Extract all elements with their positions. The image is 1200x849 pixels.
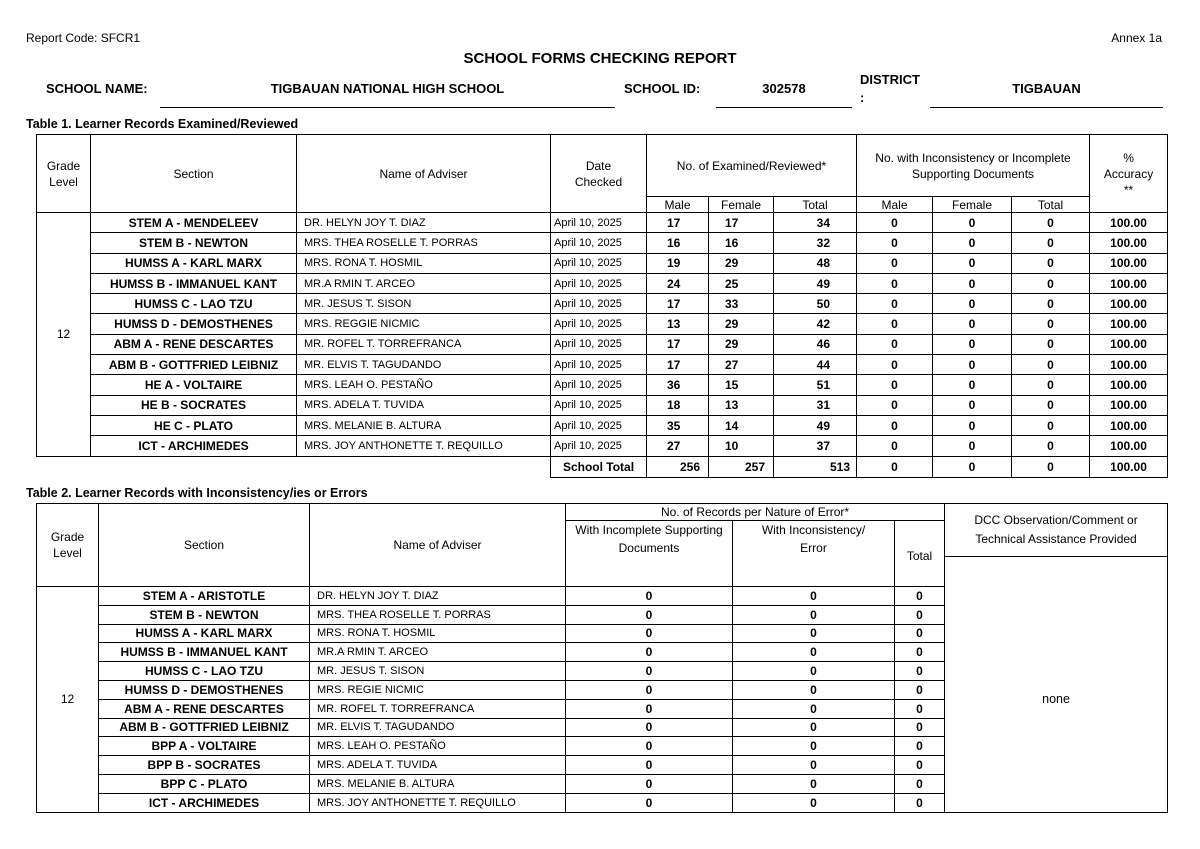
table-row [37,314,1168,334]
t1-total: 37 [774,436,857,456]
t1-i-female: 0 [933,415,1012,435]
t2-inconsistency: 0 [733,605,895,624]
t2-inconsistency: 0 [733,662,895,681]
t1-i-total: 0 [1012,314,1090,334]
t1-date: April 10, 2025 [551,436,647,456]
t1-grade-cell: 12 [37,213,91,457]
t1-male: 17 [647,355,709,375]
t2-inconsistency: 0 [733,756,895,775]
t1-i-female: 0 [933,355,1012,375]
school-total-i-male: 0 [857,456,933,477]
t1-date: April 10, 2025 [551,314,647,334]
school-name-underline [160,107,615,108]
t2-section: STEM B - NEWTON [99,605,310,624]
t2-inconsistency: 0 [733,587,895,606]
t1-section: HE B - SOCRATES [91,395,297,415]
t1-total: 46 [774,334,857,354]
table-row [37,213,1168,233]
t1-female: 13 [709,395,774,415]
t2-section: ICT - ARCHIMEDES [99,793,310,812]
t2-header-inconsistency: With Inconsistency/ Error [733,521,895,587]
t2-section: BPP B - SOCRATES [99,756,310,775]
t1-accuracy: 100.00 [1090,415,1168,435]
t2-incomplete: 0 [566,793,733,812]
t1-section: HE A - VOLTAIRE [91,375,297,395]
t1-date: April 10, 2025 [551,213,647,233]
t2-adviser: MRS. LEAH O. PESTAÑO [310,737,566,756]
t1-header-section: Section [91,135,297,213]
t1-section: HUMSS C - LAO TZU [91,294,297,314]
t1-male: 17 [647,294,709,314]
t1-section: HE C - PLATO [91,415,297,435]
t2-section: BPP A - VOLTAIRE [99,737,310,756]
t2-inconsistency: 0 [733,718,895,737]
t1-header-i-female: Female [933,197,1012,213]
annex-label: Annex 1a [1111,31,1162,45]
t2-section: ABM B - GOTTFRIED LEIBNIZ [99,718,310,737]
t1-i-male: 0 [857,355,933,375]
t1-i-male: 0 [857,436,933,456]
school-name-value: TIGBAUAN NATIONAL HIGH SCHOOL [270,81,505,96]
t1-i-total: 0 [1012,436,1090,456]
table-row [37,395,1168,415]
t1-date: April 10, 2025 [551,294,647,314]
table-row [37,436,1168,456]
t2-adviser: MR. ELVIS T. TAGUDANDO [310,718,566,737]
district-value: TIGBAUAN [1012,81,1081,96]
t2-inconsistency: 0 [733,699,895,718]
t1-date: April 10, 2025 [551,355,647,375]
school-id-underline [716,107,852,108]
t1-i-total: 0 [1012,334,1090,354]
t1-header-female: Female [709,197,774,213]
table-row [37,415,1168,435]
t1-total: 49 [774,273,857,293]
t1-adviser: DR. HELYN JOY T. DIAZ [297,213,551,233]
table-row [37,334,1168,354]
t1-header-i-total: Total [1012,197,1090,213]
t1-accuracy: 100.00 [1090,294,1168,314]
t2-inconsistency: 0 [733,643,895,662]
t2-inconsistency: 0 [733,680,895,699]
school-total-i-total: 0 [1012,456,1090,477]
t1-i-total: 0 [1012,233,1090,253]
t1-accuracy: 100.00 [1090,314,1168,334]
t2-section: HUMSS B - IMMANUEL KANT [99,643,310,662]
t2-adviser: MR. ROFEL T. TORREFRANCA [310,699,566,718]
t2-section: HUMSS D - DEMOSTHENES [99,680,310,699]
t1-i-male: 0 [857,213,933,233]
t1-female: 14 [709,415,774,435]
t1-accuracy: 100.00 [1090,375,1168,395]
t1-date: April 10, 2025 [551,375,647,395]
t1-female: 17 [709,213,774,233]
t1-female: 29 [709,314,774,334]
t2-adviser: DR. HELYN JOY T. DIAZ [310,587,566,606]
t1-section: HUMSS A - KARL MARX [91,253,297,273]
table2-caption: Table 2. Learner Records with Inconsistency/ies or Errors [26,486,368,500]
t1-section: HUMSS B - IMMANUEL KANT [91,273,297,293]
t1-header-examined: No. of Examined/Reviewed* [647,135,857,197]
t1-i-male: 0 [857,334,933,354]
t2-header-records-nature: No. of Records per Nature of Error* [566,504,945,521]
dcc-comment: none [945,587,1168,813]
t1-header-inconsistency: No. with Inconsistency or Incomplete Supporting Documents [857,135,1090,197]
t1-male: 19 [647,253,709,273]
t1-date: April 10, 2025 [551,273,647,293]
t1-date: April 10, 2025 [551,415,647,435]
t1-adviser: MR. JESUS T. SISON [297,294,551,314]
t1-male: 17 [647,213,709,233]
t1-i-male: 0 [857,233,933,253]
t2-header-adviser: Name of Adviser [310,504,566,587]
t1-accuracy: 100.00 [1090,233,1168,253]
t1-accuracy: 100.00 [1090,213,1168,233]
t2-section: ABM A - RENE DESCARTES [99,699,310,718]
t1-i-female: 0 [933,273,1012,293]
school-total-total: 513 [774,456,857,477]
t2-incomplete: 0 [566,624,733,643]
table-row [37,253,1168,273]
t1-adviser: MRS. MELANIE B. ALTURA [297,415,551,435]
t1-i-male: 0 [857,253,933,273]
t2-adviser: MRS. MELANIE B. ALTURA [310,774,566,793]
table2 [36,503,1168,813]
t2-incomplete: 0 [566,774,733,793]
t2-adviser: MR. JESUS T. SISON [310,662,566,681]
t2-total: 0 [895,662,945,681]
t1-total: 50 [774,294,857,314]
t1-i-female: 0 [933,294,1012,314]
table-row [37,587,1168,606]
t1-i-male: 0 [857,314,933,334]
t1-date: April 10, 2025 [551,395,647,415]
school-total-i-female: 0 [933,456,1012,477]
t1-section: ABM A - RENE DESCARTES [91,334,297,354]
t1-i-female: 0 [933,213,1012,233]
t1-total: 51 [774,375,857,395]
t2-adviser: MR.A RMIN T. ARCEO [310,643,566,662]
t1-header-adviser: Name of Adviser [297,135,551,213]
t1-i-total: 0 [1012,355,1090,375]
t1-section: ICT - ARCHIMEDES [91,436,297,456]
t1-male: 13 [647,314,709,334]
t2-incomplete: 0 [566,605,733,624]
t2-section: STEM A - ARISTOTLE [99,587,310,606]
t1-accuracy: 100.00 [1090,355,1168,375]
t1-i-female: 0 [933,436,1012,456]
t2-header-section: Section [99,504,310,587]
t1-header-total: Total [774,197,857,213]
t1-adviser: MR. ELVIS T. TAGUDANDO [297,355,551,375]
t1-accuracy: 100.00 [1090,273,1168,293]
t1-adviser: MR.A RMIN T. ARCEO [297,273,551,293]
t1-i-total: 0 [1012,375,1090,395]
t1-total: 44 [774,355,857,375]
t2-total: 0 [895,587,945,606]
t1-i-female: 0 [933,334,1012,354]
t1-female: 29 [709,253,774,273]
t2-section: BPP C - PLATO [99,774,310,793]
t2-incomplete: 0 [566,643,733,662]
t1-female: 15 [709,375,774,395]
t1-section: ABM B - GOTTFRIED LEIBNIZ [91,355,297,375]
t2-incomplete: 0 [566,680,733,699]
school-total-row [37,456,1168,477]
school-name-label: SCHOOL NAME: [46,81,148,96]
table-row [37,355,1168,375]
t2-header-grade-level: Grade Level [37,504,99,587]
t1-adviser: MRS. JOY ANTHONETTE T. REQUILLO [297,436,551,456]
t1-section: STEM A - MENDELEEV [91,213,297,233]
t1-total: 32 [774,233,857,253]
t1-i-total: 0 [1012,294,1090,314]
t2-incomplete: 0 [566,756,733,775]
t1-section: STEM B - NEWTON [91,233,297,253]
table-row [37,233,1168,253]
t2-adviser: MRS. JOY ANTHONETTE T. REQUILLO [310,793,566,812]
t2-dcc-spacer [945,557,1168,587]
t2-adviser: MRS. ADELA T. TUVIDA [310,756,566,775]
t1-i-male: 0 [857,395,933,415]
t1-header-accuracy: % Accuracy ** [1090,135,1168,213]
t1-total: 42 [774,314,857,334]
t1-female: 10 [709,436,774,456]
table-row [37,294,1168,314]
t1-accuracy: 100.00 [1090,436,1168,456]
t1-total-blank [91,456,297,477]
t2-total: 0 [895,793,945,812]
t1-accuracy: 100.00 [1090,395,1168,415]
t2-inconsistency: 0 [733,793,895,812]
t2-adviser: MRS. RONA T. HOSMIL [310,624,566,643]
t1-adviser: MRS. ADELA T. TUVIDA [297,395,551,415]
t2-header-total: Total [895,521,945,587]
t2-section: HUMSS C - LAO TZU [99,662,310,681]
t1-section: HUMSS D - DEMOSTHENES [91,314,297,334]
t1-accuracy: 100.00 [1090,334,1168,354]
t1-header-grade-level: Grade Level [37,135,91,213]
t1-adviser: MRS. REGGIE NICMIC [297,314,551,334]
t2-total: 0 [895,718,945,737]
t1-female: 29 [709,334,774,354]
school-total-female: 257 [709,456,774,477]
t1-total: 34 [774,213,857,233]
t1-header-i-male: Male [857,197,933,213]
t2-incomplete: 0 [566,587,733,606]
t1-i-total: 0 [1012,395,1090,415]
t1-header-male: Male [647,197,709,213]
district-underline [930,107,1163,108]
t2-grade-cell: 12 [37,587,99,813]
t2-total: 0 [895,624,945,643]
t1-i-male: 0 [857,375,933,395]
t1-i-female: 0 [933,253,1012,273]
school-id-label: SCHOOL ID: [624,81,701,96]
t2-total: 0 [895,756,945,775]
t1-header-date-checked: Date Checked [551,135,647,213]
t1-male: 16 [647,233,709,253]
t2-inconsistency: 0 [733,624,895,643]
t1-male: 35 [647,415,709,435]
t1-accuracy: 100.00 [1090,253,1168,273]
t2-incomplete: 0 [566,662,733,681]
t1-i-male: 0 [857,273,933,293]
school-total-male: 256 [647,456,709,477]
table-row [37,375,1168,395]
t2-adviser: MRS. REGIE NICMIC [310,680,566,699]
t1-total-blank [37,456,91,477]
t1-i-female: 0 [933,375,1012,395]
report-code: Report Code: SFCR1 [26,31,141,45]
t1-i-female: 0 [933,395,1012,415]
t2-inconsistency: 0 [733,737,895,756]
t1-male: 18 [647,395,709,415]
t1-i-total: 0 [1012,415,1090,435]
t1-male: 17 [647,334,709,354]
t2-total: 0 [895,605,945,624]
t1-total-blank [297,456,551,477]
t1-i-male: 0 [857,294,933,314]
t1-adviser: MRS. RONA T. HOSMIL [297,253,551,273]
t1-i-total: 0 [1012,273,1090,293]
t2-total: 0 [895,699,945,718]
t1-male: 36 [647,375,709,395]
t1-adviser: MR. ROFEL T. TORREFRANCA [297,334,551,354]
t2-total: 0 [895,643,945,662]
t2-incomplete: 0 [566,737,733,756]
table-row [37,273,1168,293]
t1-adviser: MRS. LEAH O. PESTAÑO [297,375,551,395]
t1-i-female: 0 [933,314,1012,334]
school-id-value: 302578 [762,81,806,96]
school-total-accuracy: 100.00 [1090,456,1168,477]
t2-header-incomplete: With Incomplete Supporting Documents [566,521,733,587]
t1-total: 48 [774,253,857,273]
t2-header-dcc: DCC Observation/Comment or Technical Assistance Provided [945,504,1168,557]
t1-date: April 10, 2025 [551,233,647,253]
school-total-label: School Total [551,456,647,477]
table1-caption: Table 1. Learner Records Examined/Reviewed [26,117,299,131]
t1-female: 33 [709,294,774,314]
t1-female: 16 [709,233,774,253]
district-label: DISTRICT [860,72,920,87]
district-colon: : [860,90,865,105]
t1-total: 31 [774,395,857,415]
t2-adviser: MRS. THEA ROSELLE T. PORRAS [310,605,566,624]
page-title: SCHOOL FORMS CHECKING REPORT [463,50,737,67]
t1-male: 27 [647,436,709,456]
t1-i-male: 0 [857,415,933,435]
t2-inconsistency: 0 [733,774,895,793]
t2-section: HUMSS A - KARL MARX [99,624,310,643]
t2-incomplete: 0 [566,718,733,737]
t1-date: April 10, 2025 [551,253,647,273]
t2-total: 0 [895,737,945,756]
table1 [36,134,1168,478]
t1-total: 49 [774,415,857,435]
t1-female: 25 [709,273,774,293]
t2-total: 0 [895,774,945,793]
t1-male: 24 [647,273,709,293]
t1-date: April 10, 2025 [551,334,647,354]
t1-i-total: 0 [1012,253,1090,273]
t1-i-total: 0 [1012,213,1090,233]
t1-female: 27 [709,355,774,375]
t2-total: 0 [895,680,945,699]
t2-incomplete: 0 [566,699,733,718]
t1-adviser: MRS. THEA ROSELLE T. PORRAS [297,233,551,253]
t1-i-female: 0 [933,233,1012,253]
